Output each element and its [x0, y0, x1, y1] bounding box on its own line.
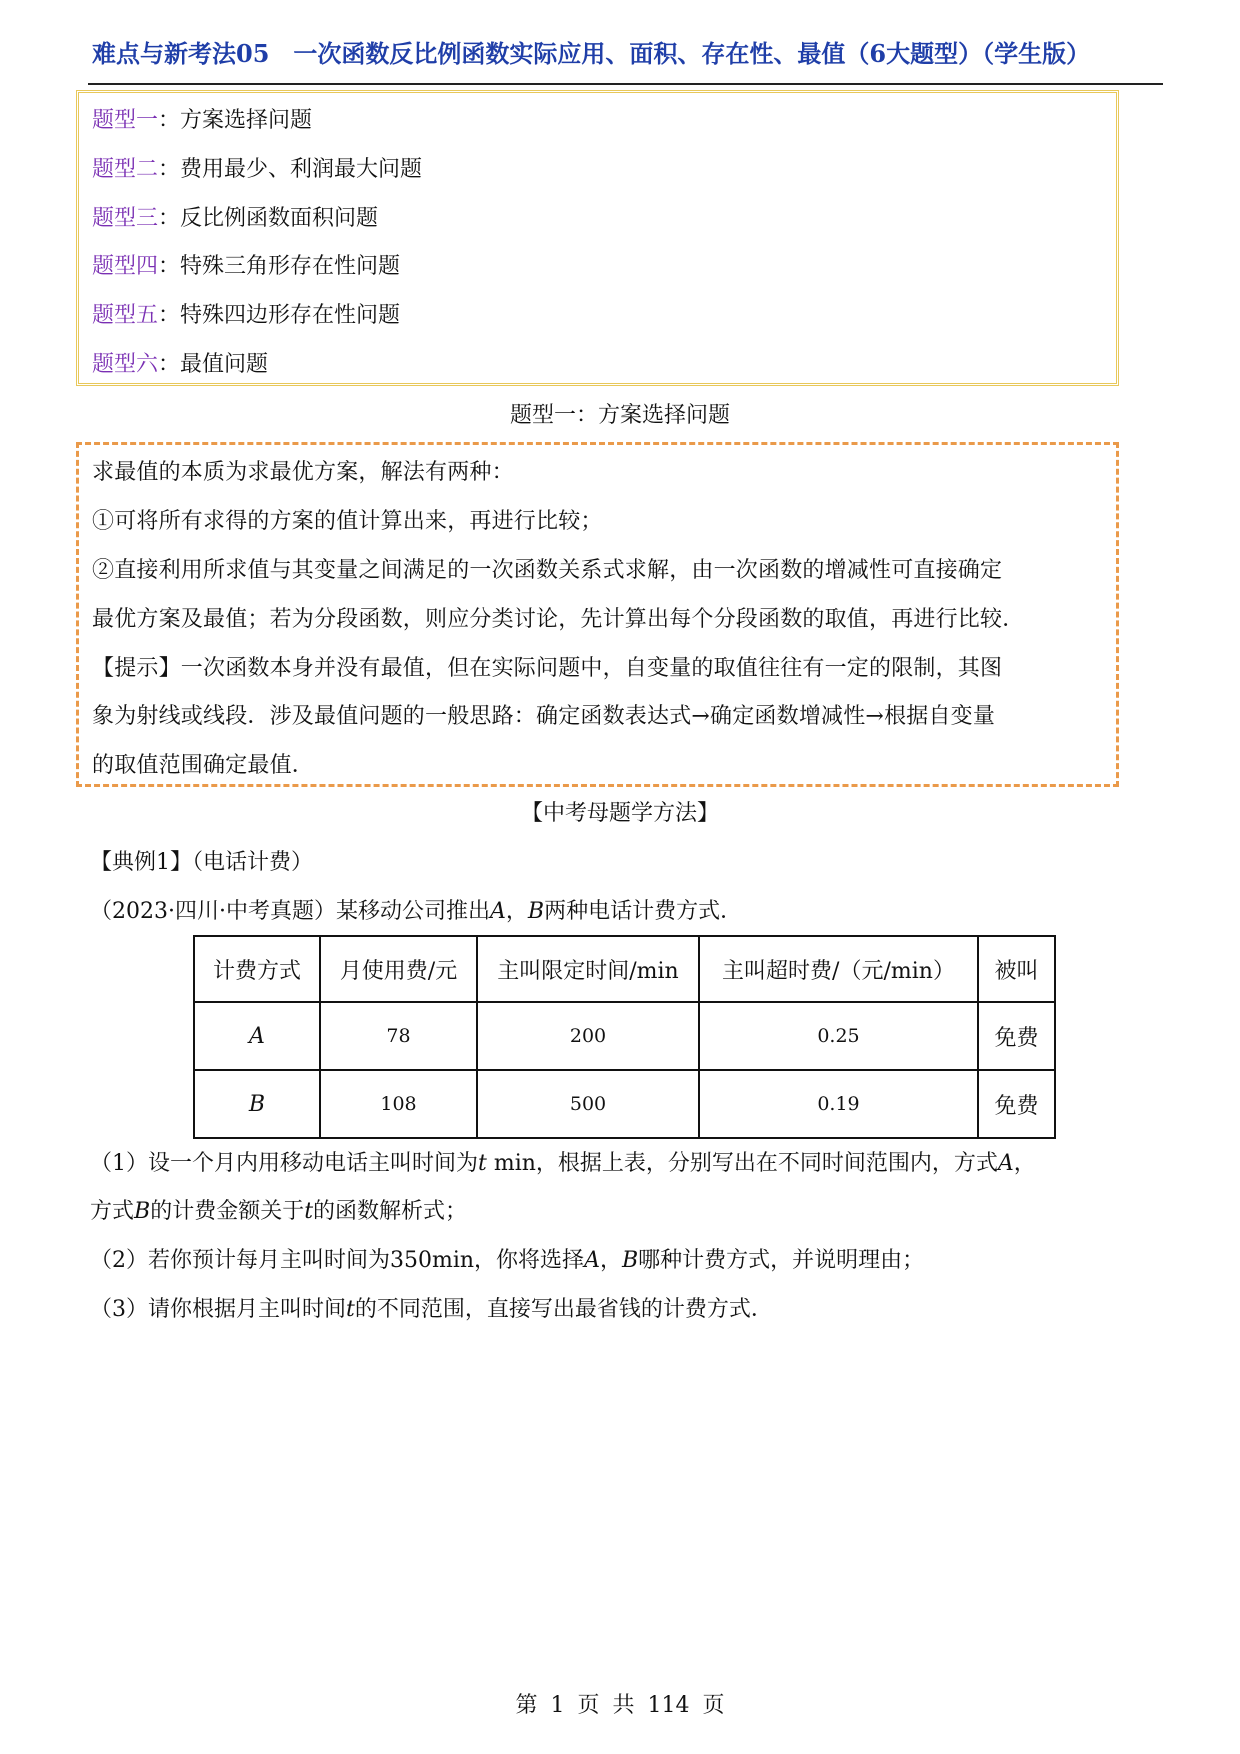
table-cell: 200 [477, 1002, 699, 1070]
example-title: 【典例1】（电话计费） [90, 850, 313, 875]
method-line: 最优方案及最值；若为分段函数，则应分类讨论，先计算出每个分段函数的取值，再进行比较． [92, 607, 1025, 632]
toc-separator: ： [158, 206, 181, 231]
toc-separator: ： [158, 108, 181, 133]
question-text: min，根据上表，分别写出在不同时间范围内，方式 [486, 1151, 998, 1176]
question-text: 的函数解析式； [313, 1199, 468, 1224]
column-header: 被叫 [978, 936, 1055, 1002]
variable-b: B [134, 1199, 151, 1224]
toc-item [92, 249, 400, 280]
method-line: 【提示】一次函数本身并没有最值，但在实际问题中，自变量的取值往往有一定的限制，其图 [92, 656, 1003, 681]
toc-text: 方案选择问题 [180, 108, 313, 133]
table-cell: 108 [320, 1070, 477, 1138]
table-row [194, 1002, 1055, 1070]
table-cell: 0.19 [699, 1070, 978, 1138]
toc-label: 题型四 [92, 254, 159, 279]
question-text: 的计费金额关于 [150, 1199, 305, 1224]
toc-separator: ： [158, 157, 181, 182]
toc-text: 最值问题 [180, 352, 269, 377]
question-text: （2）若你预计每月主叫时间为350min，你将选择 [90, 1248, 585, 1273]
toc-label: 题型三 [92, 206, 159, 231]
variable-a: A [997, 1151, 1014, 1176]
table-row [194, 1070, 1055, 1138]
method-line: 求最值的本质为求最优方案，解法有两种： [92, 460, 514, 485]
example-section-heading: 【中考母题学方法】 [520, 801, 719, 826]
toc-item [92, 152, 422, 183]
example-text: （2023·四川·中考真题）某移动公司推出 [90, 899, 490, 924]
variable-b: B [621, 1248, 639, 1273]
toc-label: 题型五 [92, 303, 159, 328]
toc-text: 反比例函数面积问题 [180, 206, 379, 231]
question-1 [90, 1146, 1036, 1177]
question-text: 方式 [90, 1199, 135, 1224]
toc-item [92, 201, 378, 232]
section-heading: 题型一：方案选择问题 [509, 403, 730, 428]
toc-text: 特殊四边形存在性问题 [180, 303, 401, 328]
variable-t: t [478, 1151, 487, 1176]
example-text: 两种电话计费方式． [544, 899, 743, 924]
toc-item [92, 298, 400, 329]
question-text: 的不同范围，直接写出最省钱的计费方式． [354, 1297, 773, 1322]
billing-plan-table [193, 935, 1056, 1139]
variable-t: t [346, 1297, 355, 1322]
toc-separator: ： [158, 352, 181, 377]
column-header: 计费方式 [194, 936, 320, 1002]
method-summary-box [76, 442, 1119, 787]
table-cell: A [194, 1002, 320, 1070]
toc-item [92, 347, 268, 378]
page-number: 第 1 页 共 114 页 [515, 1693, 725, 1718]
method-line: ②直接利用所求值与其变量之间满足的一次函数关系式求解，由一次函数的增减性可直接确定 [92, 558, 1003, 583]
example-text: ， [505, 899, 528, 924]
method-line: 象为射线或线段．涉及最值问题的一般思路：确定函数表达式→确定函数增减性→根据自变量 [92, 704, 996, 729]
table-cell: 0.25 [699, 1002, 978, 1070]
example-source [90, 894, 742, 925]
toc-separator: ： [158, 254, 181, 279]
method-line: 的取值范围确定最值． [92, 753, 315, 778]
question-type-index [76, 90, 1119, 386]
column-header: 主叫超时费/（元/min） [699, 936, 978, 1002]
toc-text: 特殊三角形存在性问题 [180, 254, 401, 279]
method-line: ①可将所有求得的方案的值计算出来，再进行比较； [92, 509, 603, 534]
question-1-continued [90, 1194, 467, 1225]
variable-a: A [489, 899, 506, 924]
column-header: 主叫限定时间/min [477, 936, 699, 1002]
document-title: 难点与新考法05 一次函数反比例函数实际应用、面积、存在性、最值（6大题型）（学生版） [92, 39, 1091, 68]
toc-label: 题型一 [92, 108, 159, 133]
table-cell: 免费 [978, 1070, 1055, 1138]
question-text: ， [1013, 1151, 1036, 1176]
table-cell: 78 [320, 1002, 477, 1070]
table-cell: 免费 [978, 1002, 1055, 1070]
toc-label: 题型二 [92, 157, 159, 182]
variable-a: A [584, 1248, 600, 1273]
question-text: 哪种计费方式，并说明理由； [638, 1248, 925, 1273]
question-text: （3）请你根据月主叫时间 [90, 1297, 346, 1322]
question-text: ， [599, 1248, 622, 1273]
toc-item [92, 103, 312, 134]
variable-b: B [527, 899, 545, 924]
header-divider [88, 83, 1163, 85]
variable-t: t [304, 1199, 314, 1224]
question-text: （1）设一个月内用移动电话主叫时间为 [90, 1151, 478, 1176]
question-3 [90, 1292, 773, 1323]
column-header: 月使用费/元 [320, 936, 477, 1002]
table-cell: B [194, 1070, 320, 1138]
toc-label: 题型六 [92, 352, 159, 377]
toc-text: 费用最少、利润最大问题 [180, 157, 423, 182]
toc-separator: ： [158, 303, 181, 328]
table-cell: 500 [477, 1070, 699, 1138]
table-header-row [194, 936, 1055, 1002]
question-2 [90, 1243, 924, 1274]
